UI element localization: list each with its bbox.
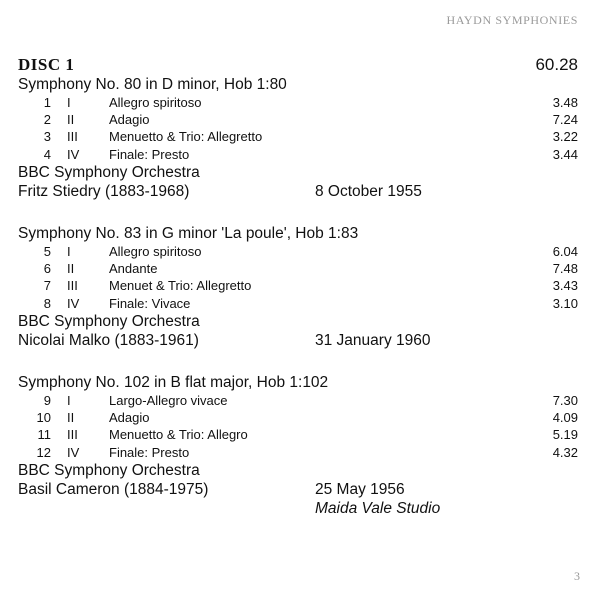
movement-numeral: IV (67, 444, 80, 460)
track-row (18, 277, 578, 294)
track-number: 5 (43, 244, 51, 259)
track-row (18, 128, 578, 145)
orchestra: BBC Symphony Orchestra (18, 461, 200, 479)
orchestra: BBC Symphony Orchestra (18, 312, 200, 330)
movement-tempo: Menuetto & Trio: Allegro (109, 427, 248, 443)
track-duration: 3.48 (552, 95, 578, 110)
disc-header (18, 55, 578, 75)
movement-numeral: I (67, 244, 71, 259)
movement-tempo: Adagio (109, 112, 150, 128)
track-number: 1 (43, 95, 51, 110)
track-duration: 7.30 (552, 393, 578, 408)
track-number: 9 (43, 393, 51, 408)
recording-venue: Maida Vale Studio (315, 499, 441, 517)
recording-date: 25 May 1956 (315, 480, 405, 498)
work-title: Symphony No. 102 in B flat major, Hob 1:102 (18, 374, 329, 391)
movement-numeral: I (67, 393, 71, 408)
running-head: HAYDN SYMPHONIES (446, 13, 578, 27)
track-row (18, 295, 578, 312)
movement-tempo: Allegro spiritoso (109, 244, 202, 259)
track-duration: 3.43 (552, 278, 578, 294)
conductor-line (18, 331, 578, 350)
track-row (18, 409, 578, 426)
movement-numeral: III (67, 427, 78, 443)
track-duration: 3.22 (552, 129, 578, 145)
track-row (18, 260, 578, 277)
movement-numeral: III (67, 129, 78, 145)
track-duration: 7.48 (552, 261, 578, 277)
orchestra: BBC Symphony Orchestra (18, 163, 200, 181)
movement-numeral: IV (67, 295, 80, 311)
work-section-80 (18, 75, 578, 201)
movement-tempo: Menuet & Trio: Allegretto (109, 278, 252, 294)
movement-tempo: Finale: Vivace (109, 295, 191, 311)
movement-numeral: IV (67, 146, 80, 162)
track-row (18, 426, 578, 443)
movement-numeral: I (67, 95, 71, 110)
track-number: 6 (43, 261, 51, 277)
work-section-83 (18, 224, 578, 350)
track-duration: 4.32 (552, 444, 578, 460)
movement-tempo: Adagio (109, 410, 150, 426)
track-row (18, 243, 578, 260)
track-row (18, 111, 578, 128)
disc-total-duration: 60.28 (535, 55, 578, 74)
movement-numeral: II (67, 261, 75, 277)
track-number: 7 (43, 278, 51, 294)
page-number: 3 (574, 569, 580, 583)
track-number: 4 (43, 146, 51, 162)
track-duration: 3.10 (552, 295, 578, 311)
movement-tempo: Menuetto & Trio: Allegretto (109, 129, 263, 145)
conductor: Fritz Stiedry (1883-1968) (18, 182, 190, 200)
track-number: 8 (43, 295, 51, 311)
movement-numeral: II (67, 410, 75, 426)
track-duration: 7.24 (552, 112, 578, 128)
work-section-102 (18, 373, 578, 518)
disc-title: DISC 1 (18, 55, 75, 74)
track-number: 12 (36, 444, 51, 460)
movement-numeral: III (67, 278, 78, 294)
track-duration: 5.19 (552, 427, 578, 443)
track-row (18, 392, 578, 409)
track-list (18, 94, 578, 163)
work-title: Symphony No. 80 in D minor, Hob 1:80 (18, 76, 287, 93)
recording-date: 8 October 1955 (315, 182, 422, 200)
track-number: 3 (43, 129, 51, 145)
track-list (18, 392, 578, 461)
movement-tempo: Largo-Allegro vivace (109, 393, 228, 408)
conductor-line (18, 182, 578, 201)
conductor: Basil Cameron (1884-1975) (18, 480, 209, 498)
work-title: Symphony No. 83 in G minor 'La poule', Hob 1:83 (18, 225, 359, 242)
track-row (18, 444, 578, 461)
track-duration: 4.09 (552, 410, 578, 426)
recording-date: 31 January 1960 (315, 331, 431, 349)
track-duration: 6.04 (552, 244, 578, 259)
track-number: 10 (36, 410, 51, 426)
conductor-line (18, 480, 578, 499)
track-row (18, 146, 578, 163)
movement-tempo: Allegro spiritoso (109, 95, 202, 110)
venue-line (18, 499, 578, 518)
movement-numeral: II (67, 112, 75, 128)
track-list (18, 243, 578, 312)
movement-tempo: Andante (109, 261, 158, 277)
movement-tempo: Finale: Presto (109, 146, 190, 162)
track-number: 2 (43, 112, 51, 128)
track-number: 11 (37, 427, 51, 443)
track-duration: 3.44 (552, 146, 578, 162)
movement-tempo: Finale: Presto (109, 444, 190, 460)
track-row (18, 94, 578, 111)
conductor: Nicolai Malko (1883-1961) (18, 331, 199, 349)
